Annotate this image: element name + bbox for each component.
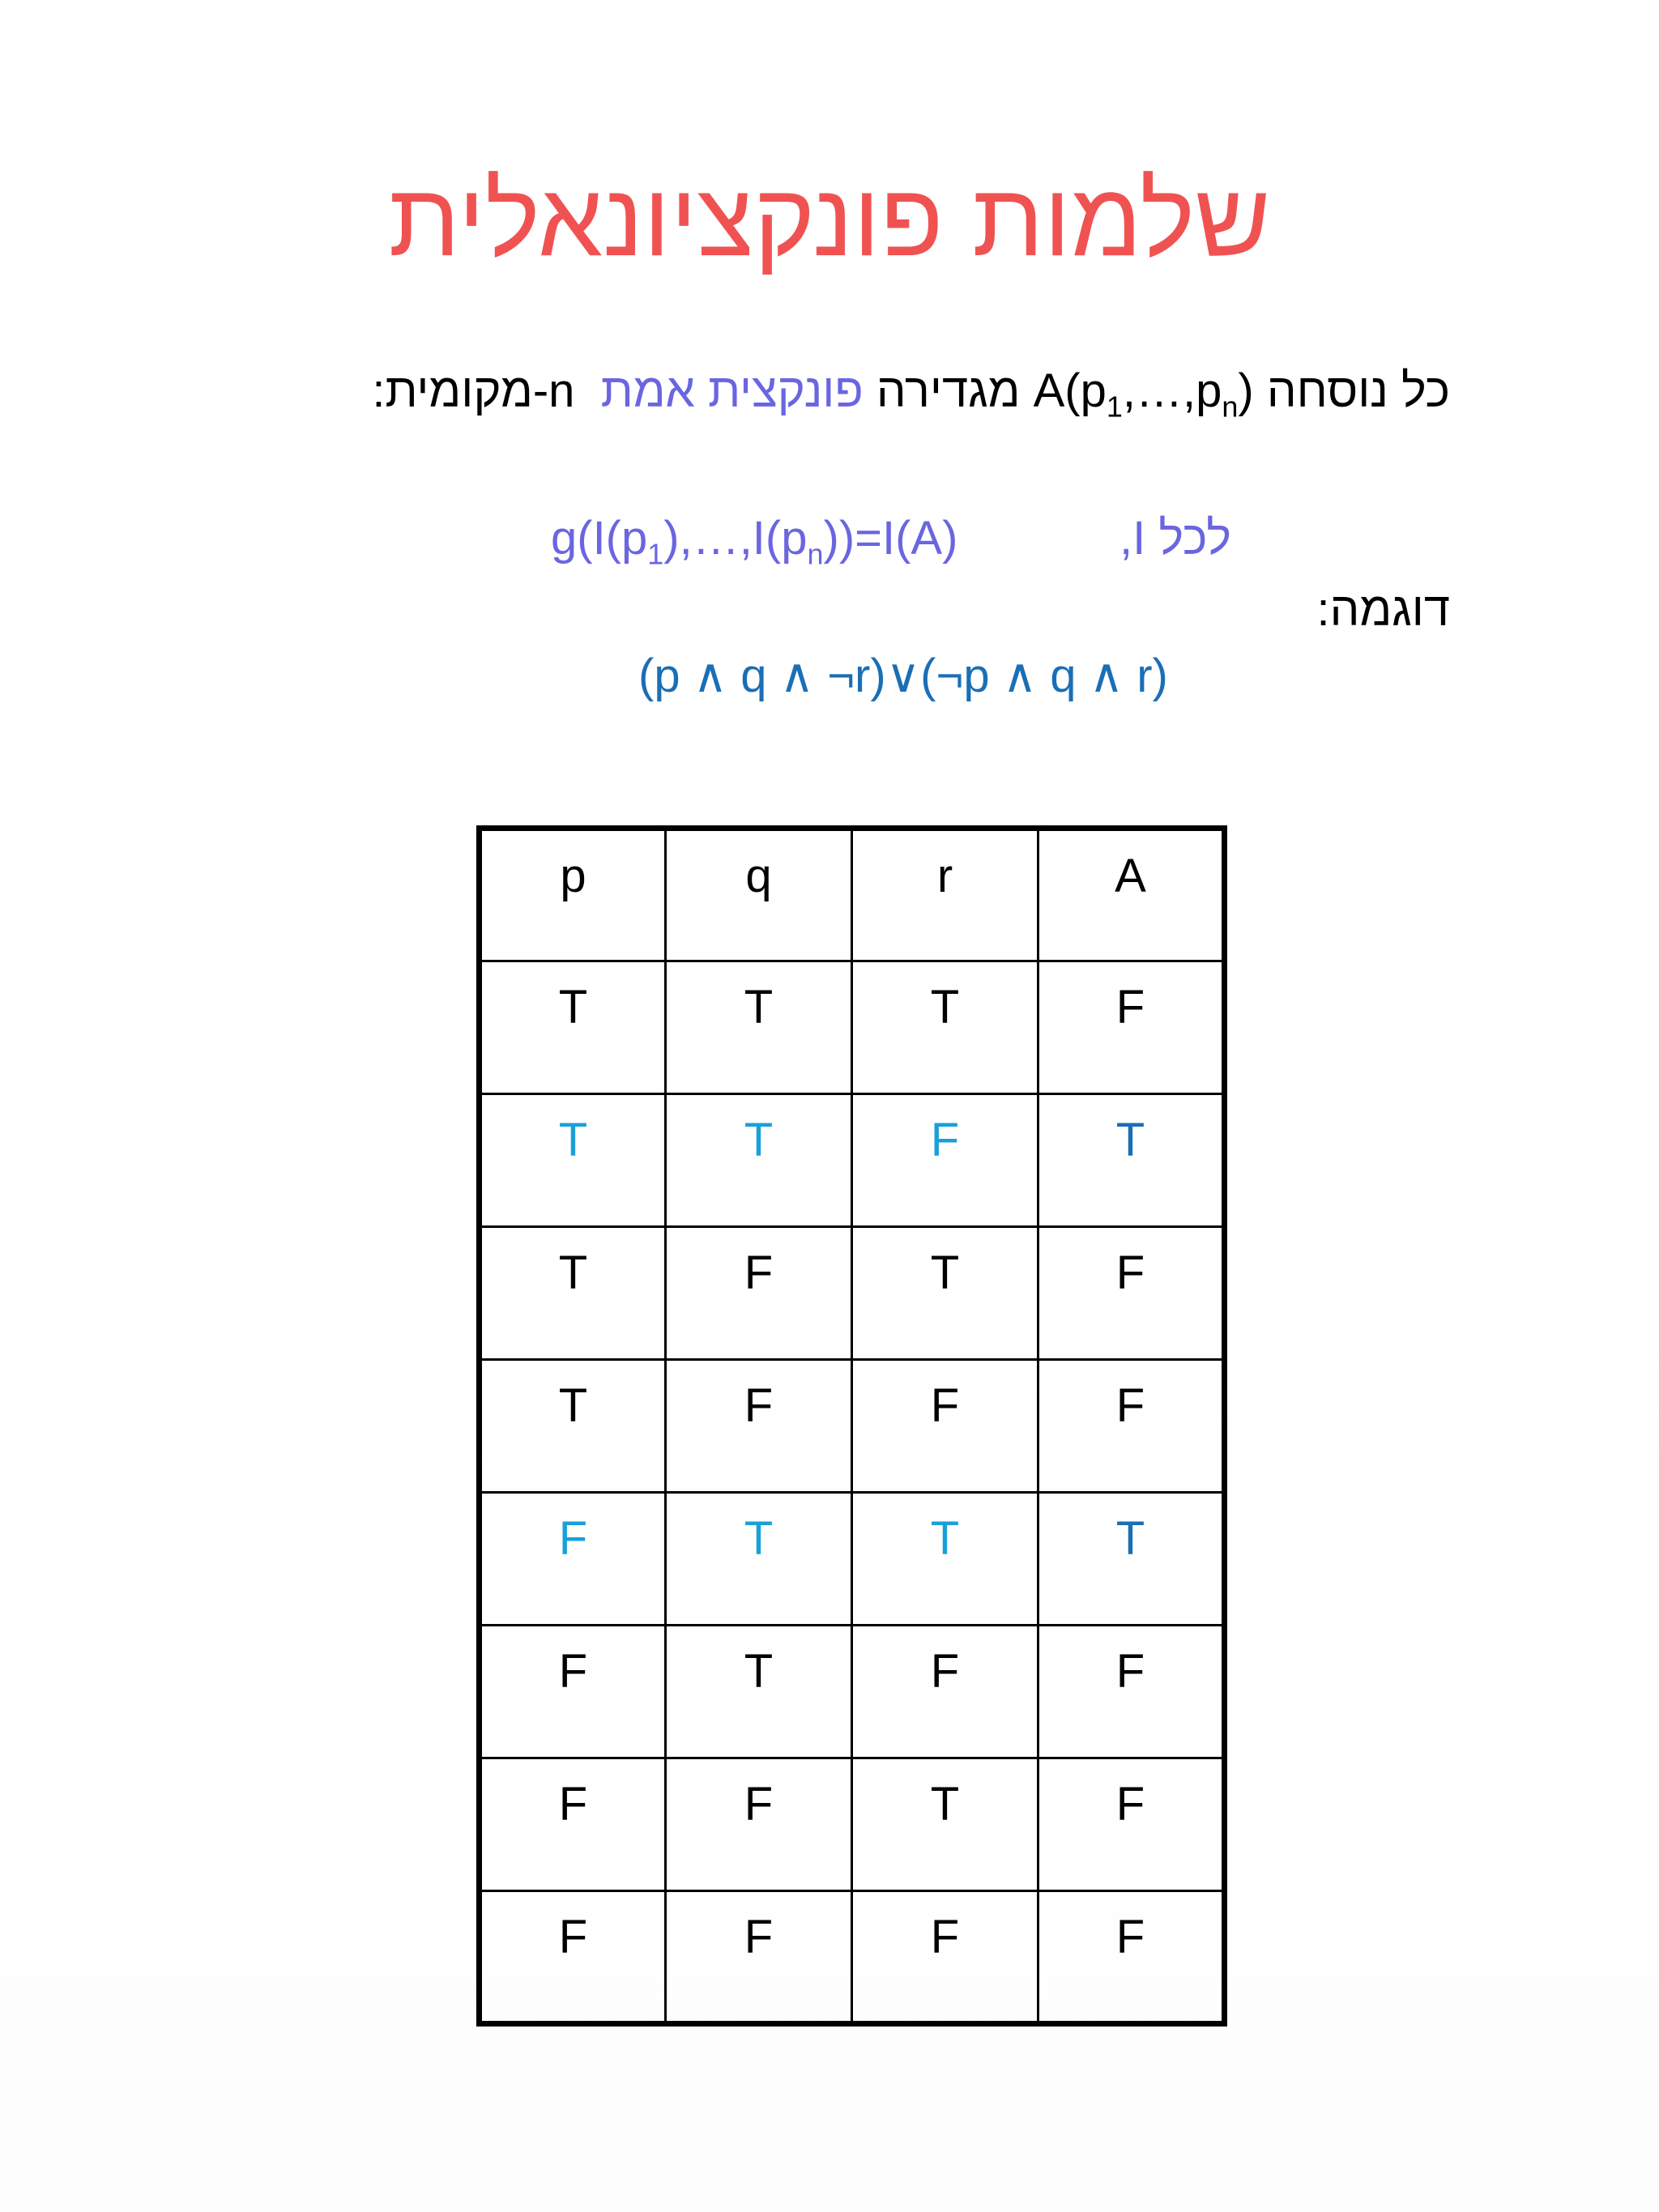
table-header-cell: p [480, 829, 666, 961]
table-cell: T [480, 1094, 666, 1227]
table-row [480, 1094, 1225, 1227]
table-cell: F [1038, 1626, 1225, 1758]
formula-A-base: A(p [1033, 364, 1107, 417]
table-cell: T [666, 961, 852, 1094]
table-cell: F [852, 1891, 1038, 2024]
example-label: דוגמה: [1316, 583, 1450, 636]
table-cell: F [666, 1360, 852, 1493]
table-cell: T [666, 1493, 852, 1626]
table-cell: T [480, 961, 666, 1094]
table-header-cell: A [1038, 829, 1225, 961]
definition-prefix: כל נוסחה [1266, 364, 1450, 417]
equation-subn: n [807, 537, 824, 571]
equation-part3: ))=I(A) [823, 512, 958, 565]
table-cell: F [666, 1891, 852, 2024]
formula-A-subn: n [1222, 390, 1239, 424]
equation-part1: g(I(p [551, 512, 648, 565]
table-cell: T [666, 1626, 852, 1758]
table-cell: F [480, 1891, 666, 2024]
table-cell: F [852, 1094, 1038, 1227]
table-row [480, 1493, 1225, 1626]
truth-table [476, 825, 1227, 2027]
equation-sub1: 1 [647, 537, 664, 571]
table-cell: F [480, 1626, 666, 1758]
definition-line [372, 355, 1450, 428]
table-cell: F [852, 1626, 1038, 1758]
table-cell: F [666, 1227, 852, 1360]
table-cell: F [1038, 961, 1225, 1094]
function-equation [551, 502, 957, 575]
table-cell: T [1038, 1094, 1225, 1227]
table-cell: F [1038, 1758, 1225, 1891]
table-row [480, 1758, 1225, 1891]
table-cell: T [852, 961, 1038, 1094]
truth-table-body [480, 829, 1225, 2024]
truth-function-term: פונקצית אמת [600, 364, 864, 417]
example-formula: (p ∧ q ∧ ¬r)∨(¬p ∧ q ∧ r) [638, 650, 1168, 702]
table-cell: F [666, 1758, 852, 1891]
equation-part2: ),…,I(p [663, 512, 808, 565]
table-cell: T [852, 1227, 1038, 1360]
slide-title: שלמות פונקציונאלית [388, 162, 1271, 278]
table-row [480, 1227, 1225, 1360]
table-header-row [480, 829, 1225, 961]
formula-A [1033, 364, 1254, 424]
definition-suffix: n-מקומית: [372, 364, 575, 417]
table-cell: T [666, 1094, 852, 1227]
table-row [480, 1891, 1225, 2024]
table-row [480, 1360, 1225, 1493]
table-cell: F [480, 1758, 666, 1891]
table-row [480, 1626, 1225, 1758]
table-cell: T [1038, 1493, 1225, 1626]
table-row [480, 961, 1225, 1094]
formula-A-end: ) [1238, 364, 1254, 417]
table-cell: F [1038, 1227, 1225, 1360]
for-all-label: לכל I, [1120, 512, 1231, 565]
table-cell: F [480, 1493, 666, 1626]
formula-A-sub1: 1 [1106, 390, 1123, 424]
table-cell: T [852, 1758, 1038, 1891]
definition-verb: מגדירה [876, 364, 1021, 417]
table-cell: F [1038, 1891, 1225, 2024]
table-cell: T [480, 1227, 666, 1360]
table-header-cell: r [852, 829, 1038, 961]
table-header-cell: q [666, 829, 852, 961]
table-cell: F [1038, 1360, 1225, 1493]
formula-A-mid: ,…,p [1122, 364, 1222, 417]
table-cell: T [852, 1493, 1038, 1626]
table-cell: T [480, 1360, 666, 1493]
table-cell: F [852, 1360, 1038, 1493]
